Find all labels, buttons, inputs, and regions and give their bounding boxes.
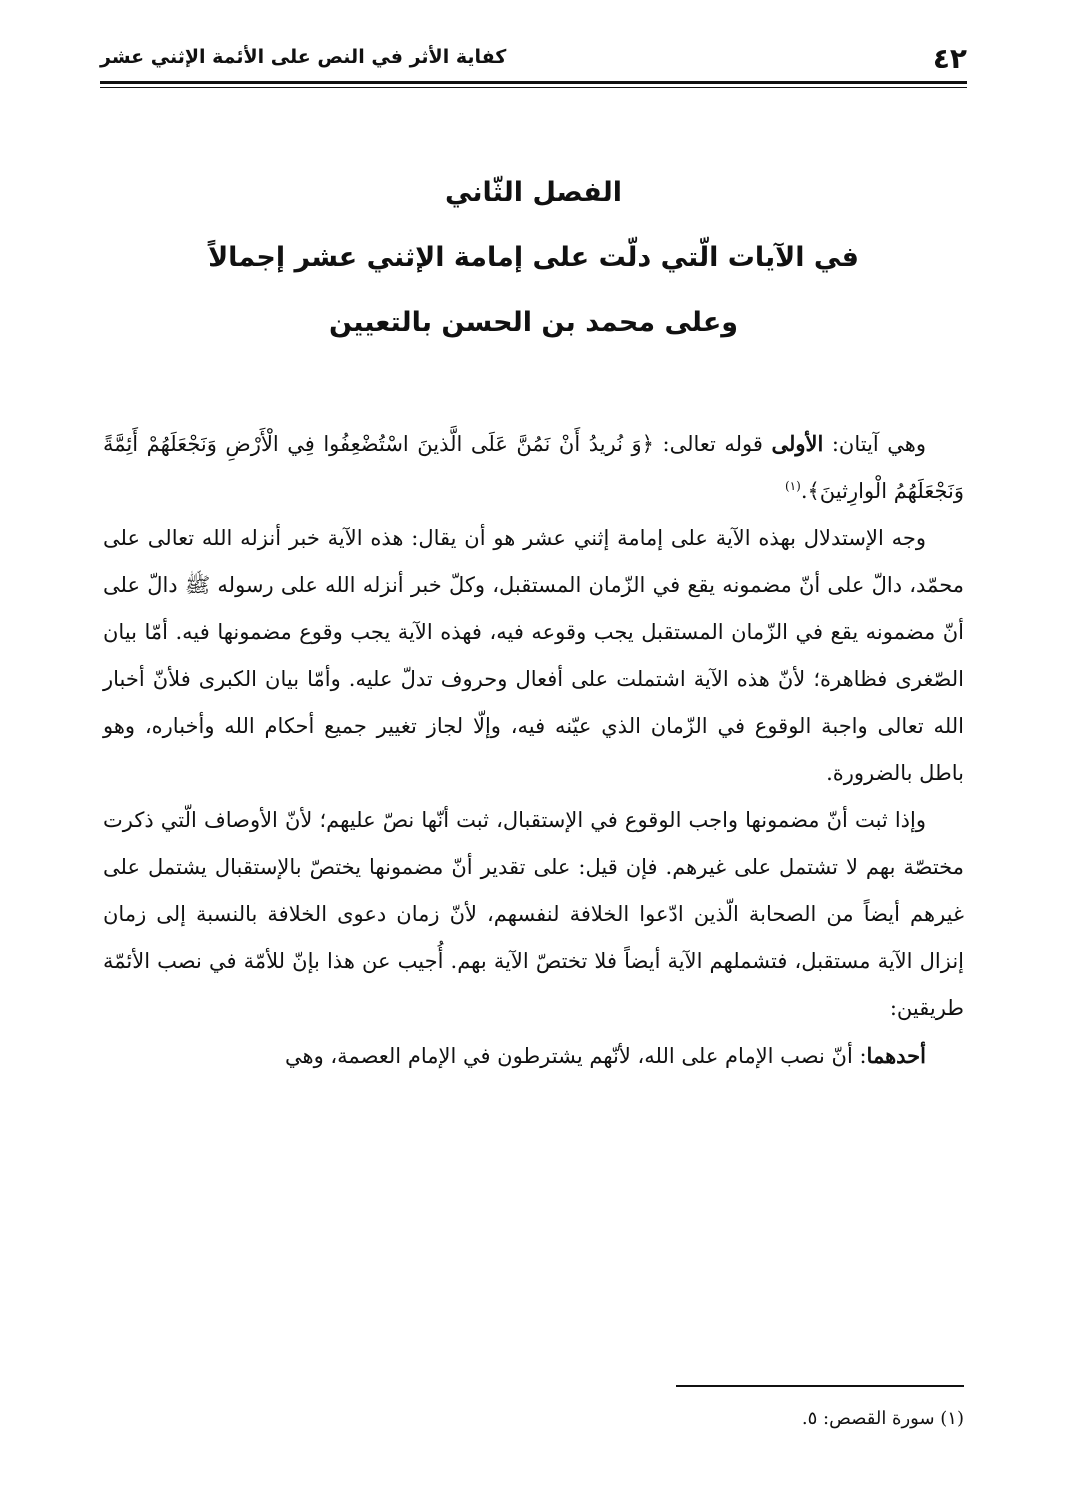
quran-verse: ﴿وَ نُريدُ أَنْ نَمُنَّ عَلَى الَّذينَ اسْتُضْعِفُوا فِي الْأَرْضِ وَنَجْعَلَهُمْ أَئِمَّةً وَنَجْعَلَهُمُ الْوارِثينَ﴾ xyxy=(103,432,964,503)
chapter-heading xyxy=(100,160,967,355)
first-method-text: : أنّ نصب الإمام على الله، لأنّهم يشترطون في الإمام العصمة، وهي xyxy=(285,1044,867,1068)
chapter-subtitle-line-2: وعلى محمد بن الحسن بالتعيين xyxy=(328,307,739,338)
header-rule-thick xyxy=(100,81,967,84)
page-header xyxy=(100,40,967,92)
chapter-title: الفصل الثّاني xyxy=(445,177,622,208)
footnote-rule xyxy=(676,1385,964,1387)
paragraph-objection: وإذا ثبت أنّ مضمونها واجب الوقوع في الإستقبال، ثبت أنّها نصّ عليهم؛ لأنّ الأوصاف الّتي ذكرت مختصّة بهم لا تشتمل على غيرهم. فإن قيل: على تقدير أنّ مضمونها يختصّ بالإستقبال يشتمل على غيرهم أيضاً من الصحابة الّذين ادّعوا الخلافة لنفسهم، لأنّ زمان دعوى الخلافة بالنسبة إلى زمان إنزال الآية مستقبل، فتشملهم الآية أيضاً فلا تختصّ الآية بهم. أُجيب عن هذا بإنّ للأمّة في نصب الأئمّة طريقين: xyxy=(103,808,964,1020)
verse-intro: وهي آيتان: xyxy=(823,432,926,456)
body-text xyxy=(103,420,964,1080)
verse-end: . xyxy=(800,479,808,503)
verse-ordinal: الأولى xyxy=(771,431,824,456)
page-number: ٤٢ xyxy=(932,42,967,75)
paragraph-argument: وجه الإستدلال بهذه الآية على إمامة إثني عشر هو أن يقال: هذه الآية خبر أنزله الله تعالى على محمّد، دالّ على أنّ مضمونه يقع في الزّمان المستقبل، وكلّ خبر أنزله الله على رسوله ﷺ دالّ على أنّ مضمونه يقع في الزّمان المستقبل يجب وقوعه فيه، فهذه الآية يجب وقوع مضمونها فيه. أمّا بيان الصّغرى فظاهرة؛ لأنّ هذه الآية اشتملت على أفعال وحروف تدلّ عليه. وأمّا بيان الكبرى فلأنّ أخبار الله تعالى واجبة الوقوع في الزّمان الذي عيّنه فيه، وإلّا لجاز تغيير جميع أحكام الله وأخباره، وهو باطل بالضرورة. xyxy=(103,526,964,785)
running-title: كفاية الأثر في النص على الأئمة الإثني عشر xyxy=(100,46,507,68)
header-rule-thin xyxy=(100,87,967,88)
footnote: (١) سورة القصص: ٥. xyxy=(801,1408,964,1429)
footnote-marker: (١) xyxy=(784,479,801,493)
chapter-subtitle-line-1: في الآيات الّتي دلّت على إمامة الإثني عشر إجمالاً xyxy=(208,242,859,273)
paragraph-first-method xyxy=(103,1032,964,1080)
paragraph-verse xyxy=(103,420,964,515)
first-method-label: أحدهما xyxy=(866,1043,926,1068)
verse-intro-text: قوله تعالى: xyxy=(653,432,772,456)
